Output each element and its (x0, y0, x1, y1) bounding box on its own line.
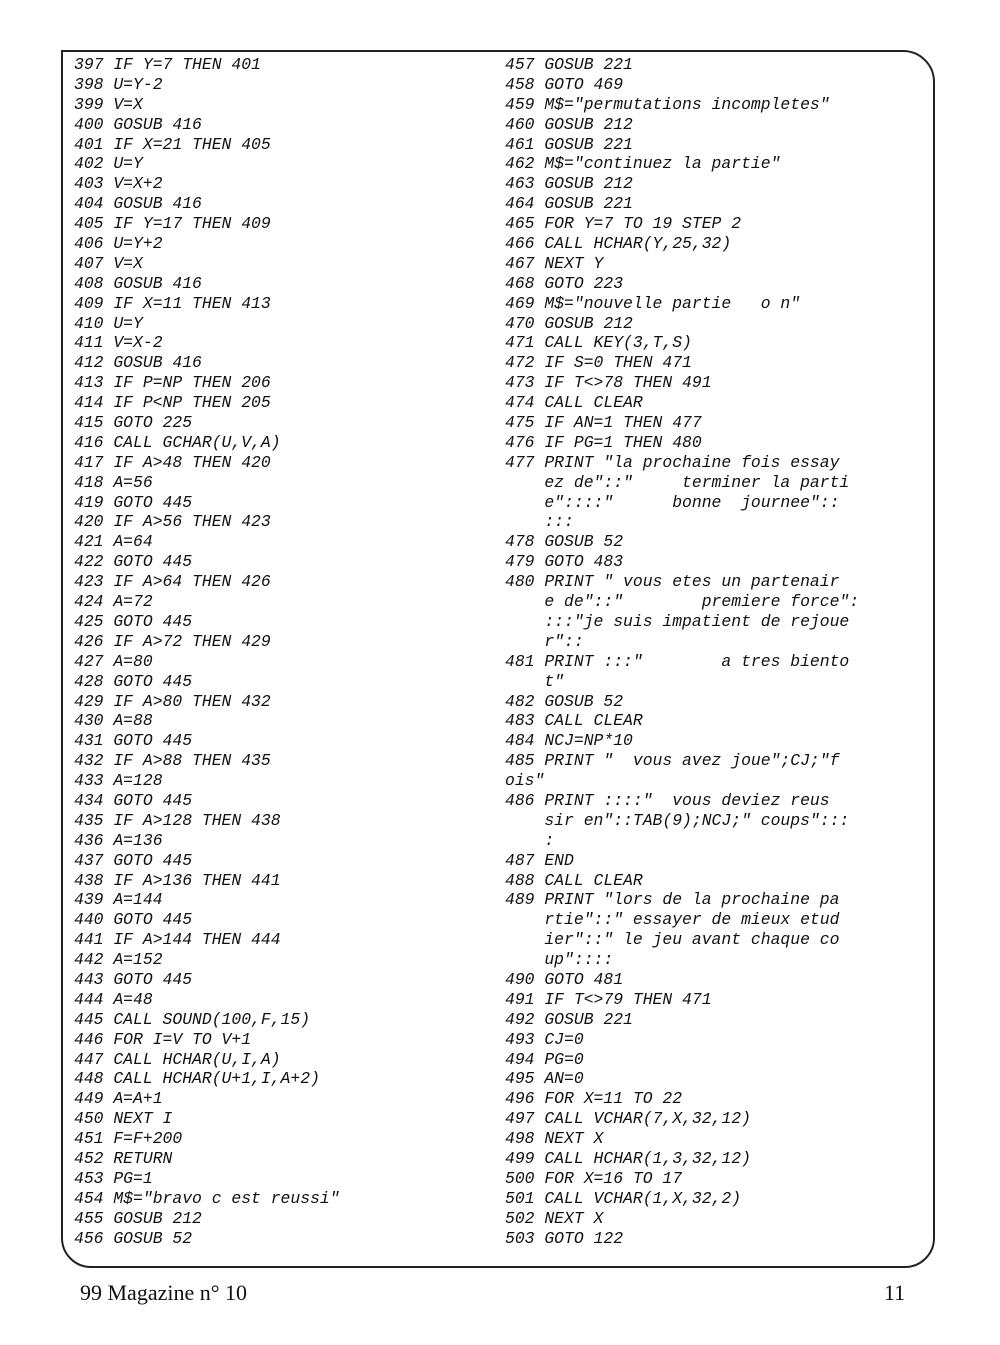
code-line: 472 IF S=0 THEN 471 (505, 353, 692, 373)
code-line: 433 A=128 (74, 771, 163, 791)
code-line: 489 PRINT "lors de la prochaine pa (505, 890, 840, 910)
code-line: 432 IF A>88 THEN 435 (74, 751, 271, 771)
code-line: sir en"::TAB(9);NCJ;" coups"::: (505, 810, 850, 830)
code-line: 420 IF A>56 THEN 423 (74, 512, 271, 532)
code-line: 500 FOR X=16 TO 17 (505, 1168, 683, 1188)
code-line: 422 GOTO 445 (74, 552, 193, 572)
code-line: 426 IF A>72 THEN 429 (74, 631, 271, 651)
code-line: 502 NEXT X (505, 1208, 604, 1228)
code-line: 497 CALL VCHAR(7,X,32,12) (505, 1109, 751, 1129)
code-line: 442 A=152 (74, 950, 163, 970)
code-line: 397 IF Y=7 THEN 401 (74, 55, 261, 74)
code-line: 464 GOSUB 221 (505, 194, 633, 214)
code-line: 400 GOSUB 416 (74, 114, 202, 134)
code-line: 406 U=Y+2 (74, 234, 163, 254)
code-line: 475 IF AN=1 THEN 477 (505, 413, 702, 433)
code-line: 463 GOSUB 212 (505, 174, 633, 194)
code-line: 451 F=F+200 (74, 1129, 183, 1149)
code-line: 430 A=88 (74, 711, 153, 731)
code-line: 431 GOTO 445 (74, 731, 193, 751)
code-line: 437 GOTO 445 (74, 850, 193, 870)
code-line: 499 CALL HCHAR(1,3,32,12) (505, 1148, 751, 1168)
code-line: 416 CALL GCHAR(U,V,A) (74, 432, 281, 452)
code-line: 417 IF A>48 THEN 420 (74, 452, 271, 472)
code-line: 468 GOTO 223 (505, 273, 624, 293)
page-number: 11 (884, 1280, 906, 1305)
code-line: 460 GOSUB 212 (505, 114, 633, 134)
code-line: 471 CALL KEY(3,T,S) (505, 333, 692, 353)
code-line: 410 U=Y (74, 313, 143, 333)
code-line: 478 GOSUB 52 (505, 532, 624, 552)
code-line: 492 GOSUB 221 (505, 1009, 633, 1029)
code-line: 413 IF P=NP THEN 206 (74, 373, 271, 393)
code-line: 462 M$="continuez la partie" (505, 154, 781, 174)
code-line: 445 CALL SOUND(100,F,15) (74, 1009, 311, 1029)
code-line: 409 IF X=11 THEN 413 (74, 293, 271, 313)
code-line: 486 PRINT ::::" vous deviez reus (505, 790, 830, 810)
code-line: 401 IF X=21 THEN 405 (74, 134, 271, 154)
code-line: 439 A=144 (74, 890, 163, 910)
code-line: 480 PRINT " vous etes un partenair (505, 572, 840, 592)
code-line: 491 IF T<>79 THEN 471 (505, 989, 712, 1009)
code-line: 443 GOTO 445 (74, 969, 193, 989)
code-line: 498 NEXT X (505, 1129, 604, 1149)
code-line: 467 NEXT Y (505, 253, 604, 273)
code-line: 457 GOSUB 221 (505, 55, 633, 74)
code-line: 425 GOTO 445 (74, 611, 193, 631)
code-line: :::"je suis impatient de rejoue (505, 611, 850, 631)
code-line: 483 CALL CLEAR (505, 711, 643, 731)
code-line: 474 CALL CLEAR (505, 393, 643, 413)
code-line: 434 GOTO 445 (74, 790, 193, 810)
code-line: 438 IF A>136 THEN 441 (74, 870, 281, 890)
code-line: 454 M$="bravo c est reussi" (74, 1188, 340, 1208)
code-line: 452 RETURN (74, 1148, 173, 1168)
code-line: 449 A=A+1 (74, 1089, 163, 1109)
code-line: 476 IF PG=1 THEN 480 (505, 432, 702, 452)
code-line: 484 NCJ=NP*10 (505, 731, 633, 751)
code-line: ez de"::" terminer la parti (505, 472, 850, 492)
code-line: 412 GOSUB 416 (74, 353, 202, 373)
code-line: ier"::" le jeu avant chaque co (505, 930, 840, 950)
listing-column-right (505, 55, 859, 1248)
code-line: 482 GOSUB 52 (505, 691, 624, 711)
code-line: ois" (505, 771, 545, 791)
code-line: ::: (505, 512, 574, 532)
code-line: 496 FOR X=11 TO 22 (505, 1089, 683, 1109)
code-line: 440 GOTO 445 (74, 910, 193, 930)
code-line: 419 GOTO 445 (74, 492, 193, 512)
code-line: 399 V=X (74, 94, 143, 114)
code-line: 446 FOR I=V TO V+1 (74, 1029, 252, 1049)
code-line: : (505, 830, 555, 850)
code-line: e"::::" bonne journee":: (505, 492, 840, 512)
code-line: 415 GOTO 225 (74, 413, 193, 433)
code-line: 465 FOR Y=7 TO 19 STEP 2 (505, 214, 742, 234)
code-line: 458 GOTO 469 (505, 74, 624, 94)
code-line: 447 CALL HCHAR(U,I,A) (74, 1049, 281, 1069)
code-line: 408 GOSUB 416 (74, 273, 202, 293)
code-line: 488 CALL CLEAR (505, 870, 643, 890)
code-line: 481 PRINT :::" a tres biento (505, 651, 850, 671)
code-line: e de"::" premiere force": (505, 592, 860, 612)
code-line: 429 IF A>80 THEN 432 (74, 691, 271, 711)
code-line: 493 CJ=0 (505, 1029, 584, 1049)
code-line: 501 CALL VCHAR(1,X,32,2) (505, 1188, 742, 1208)
code-line: 436 A=136 (74, 830, 163, 850)
code-line: 428 GOTO 445 (74, 671, 193, 691)
code-line: t" (505, 671, 565, 691)
code-line: rtie"::" essayer de mieux etud (505, 910, 840, 930)
code-line: 485 PRINT " vous avez joue";CJ;"f (505, 751, 840, 771)
code-line: 398 U=Y-2 (74, 74, 163, 94)
code-line: up":::: (505, 950, 614, 970)
code-line: 479 GOTO 483 (505, 552, 624, 572)
code-line: 461 GOSUB 221 (505, 134, 633, 154)
code-line: 495 AN=0 (505, 1069, 584, 1089)
code-line: 435 IF A>128 THEN 438 (74, 810, 281, 830)
code-line: 404 GOSUB 416 (74, 194, 202, 214)
code-line: 448 CALL HCHAR(U+1,I,A+2) (74, 1069, 320, 1089)
code-line: 473 IF T<>78 THEN 491 (505, 373, 712, 393)
code-line: 450 NEXT I (74, 1109, 173, 1129)
code-line: 424 A=72 (74, 592, 153, 612)
code-line: 405 IF Y=17 THEN 409 (74, 214, 271, 234)
magazine-footer: 99 Magazine n° 10 (80, 1280, 248, 1305)
code-line: 407 V=X (74, 253, 143, 273)
code-line: 423 IF A>64 THEN 426 (74, 572, 271, 592)
code-line: 411 V=X-2 (74, 333, 163, 353)
code-line: 444 A=48 (74, 989, 153, 1009)
listing-column-left (74, 55, 340, 1248)
code-line: 456 GOSUB 52 (74, 1228, 193, 1248)
code-line: 469 M$="nouvelle partie o n" (505, 293, 801, 313)
code-line: 414 IF P<NP THEN 205 (74, 393, 271, 413)
code-line: 441 IF A>144 THEN 444 (74, 930, 281, 950)
code-line: r":: (505, 631, 584, 651)
code-line: 421 A=64 (74, 532, 153, 552)
code-line: 477 PRINT "la prochaine fois essay (505, 452, 840, 472)
code-line: 403 V=X+2 (74, 174, 163, 194)
code-line: 418 A=56 (74, 472, 153, 492)
code-line: 402 U=Y (74, 154, 143, 174)
code-line: 453 PG=1 (74, 1168, 153, 1188)
code-line: 494 PG=0 (505, 1049, 584, 1069)
code-line: 459 M$="permutations incompletes" (505, 94, 830, 114)
code-line: 470 GOSUB 212 (505, 313, 633, 333)
code-line: 503 GOTO 122 (505, 1228, 624, 1248)
code-line: 487 END (505, 850, 574, 870)
code-line: 455 GOSUB 212 (74, 1208, 202, 1228)
code-line: 466 CALL HCHAR(Y,25,32) (505, 234, 732, 254)
code-line: 427 A=80 (74, 651, 153, 671)
code-line: 490 GOTO 481 (505, 969, 624, 989)
